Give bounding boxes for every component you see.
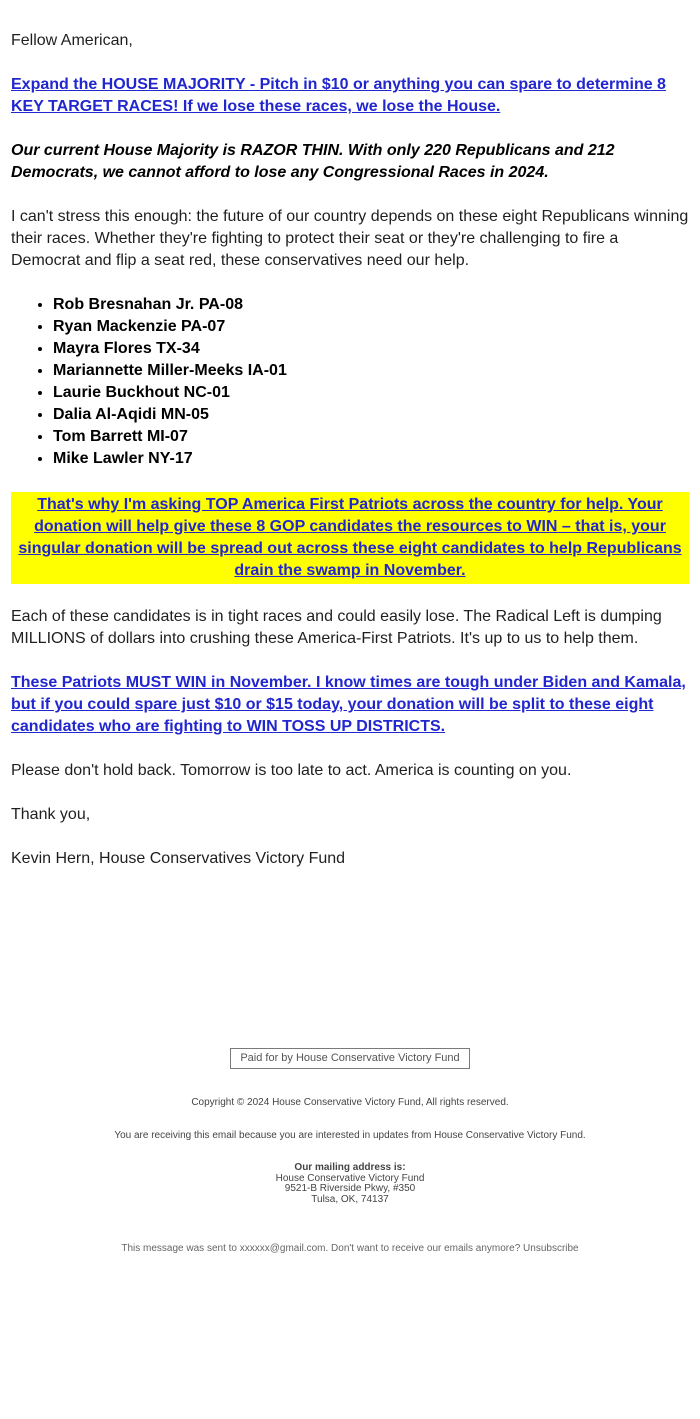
unsubscribe-link[interactable]: Unsubscribe [523,1243,579,1254]
copyright-text: Copyright © 2024 House Conservative Victory Fund, All rights reserved. [191,1097,509,1108]
must-win-link[interactable]: These Patriots MUST WIN in November. I know times are tough under Biden and Kamala, but if you could spare just $10 or $15 today, your donation will be split to these eight candidates who are fighting to WIN TOSS UP DISTRICTS. [11,674,686,735]
greeting-text: Fellow American, [11,32,133,49]
candidate-item: • Mayra Flores TX-34 [53,338,689,360]
candidate-item: • Mike Lawler NY-17 [53,448,689,470]
candidate-item: • Dalia Al-Aqidi MN-05 [53,404,689,426]
email-footer [11,1046,689,1255]
body-paragraph-2: Each of these candidates is in tight races and could easily lose. The Radical Left is dumping MILLIONS of dollars into crushing these America-First Patriots. It's up to us to help them. [11,608,662,647]
highlight-donation-link[interactable]: That's why I'm asking TOP America First Patriots across the country for help. Your donation will help give these 8 GOP candidates the resources to WIN – that is, your singular donation will be spread out across these eight candidates to help Republicans drain the swamp in November. [18,496,682,579]
blank-space [11,892,689,1046]
candidate-item: • Mariannette Miller-Meeks IA-01 [53,360,689,382]
closing-text: Thank you, [11,806,91,823]
candidate-item: • Rob Bresnahan Jr. PA-08 [53,294,689,316]
mailing-address-block [11,1163,689,1205]
address-line-2: 9521-B Riverside Pkwy, #350 [284,1183,416,1194]
address-line-1: House Conservative Victory Fund [275,1172,425,1184]
sent-to-line [11,1243,689,1255]
candidate-item: • Laurie Buckhout NC-01 [53,382,689,404]
must-win-paragraph [11,672,689,738]
candidate-item: • Tom Barrett MI-07 [53,426,689,448]
candidate-item: • Ryan Mackenzie PA-07 [53,316,689,338]
headline-paragraph [11,74,689,118]
receiving-reason-text: You are receiving this email because you are interested in updates from House Conservative Victory Fund. [114,1130,586,1141]
body-paragraph-3: Please don't hold back. Tomorrow is too late to act. America is counting on you. [11,762,572,779]
donate-headline-link[interactable]: Expand the HOUSE MAJORITY - Pitch in $10 or anything you can spare to determine 8 KEY TARGET RACES! If we lose these races, we lose the House. [11,76,666,115]
address-line-3: Tulsa, OK, 74137 [311,1193,389,1205]
body-paragraph-1: I can't stress this enough: the future of our country depends on these eight Republicans winning their races. Whether they're fighting to protect their seat or they're challenging to fire a Democrat and flip a seat red, these conservatives need our help. [11,208,689,269]
mailing-address-label: Our mailing address is: [294,1162,406,1173]
highlighted-appeal [11,492,689,584]
paid-for-disclaimer: Paid for by House Conservative Victory Fund [230,1048,469,1069]
candidate-list [11,294,689,470]
signature-text: Kevin Hern, House Conservatives Victory Fund [11,850,346,867]
majority-statement: Our current House Majority is RAZOR THIN. With only 220 Republicans and 212 Democrats, we cannot afford to lose any Congressional Races in 2024. [11,142,615,181]
sent-to-text: This message was sent to xxxxxx@gmail.com. Don't want to receive our emails anymore? [121,1243,524,1254]
